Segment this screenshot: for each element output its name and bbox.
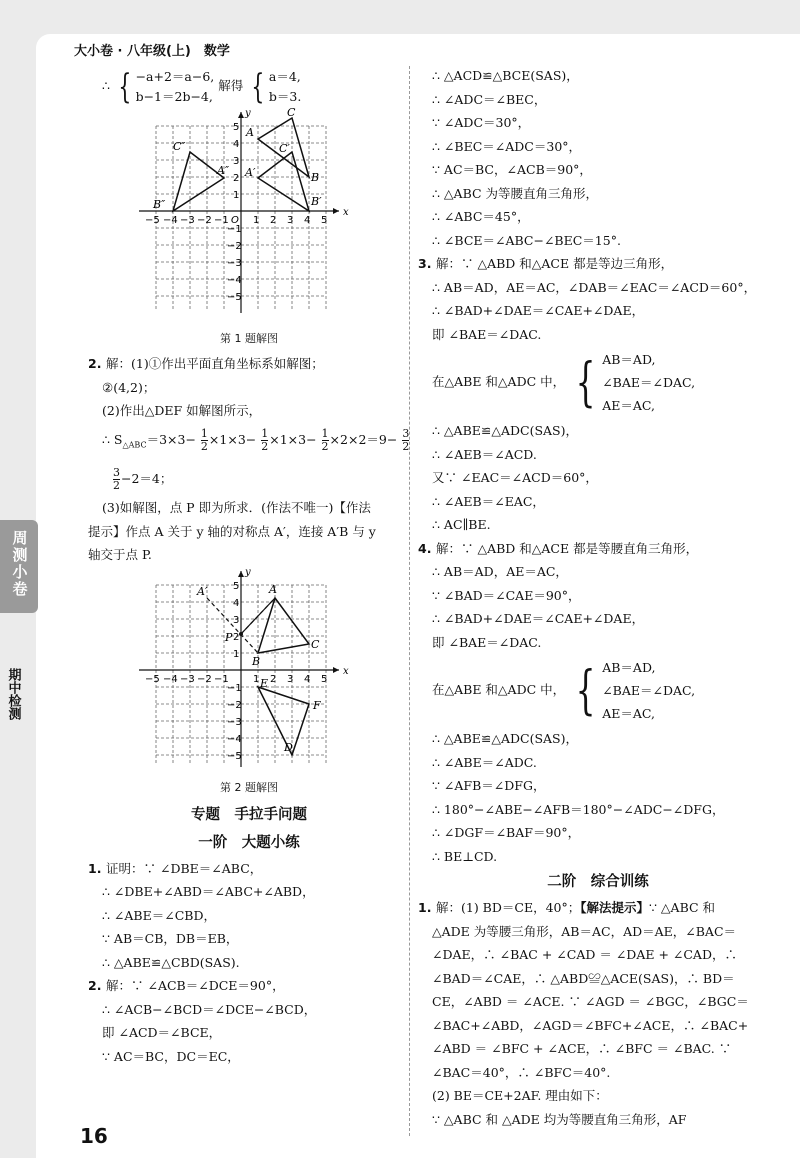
text-line: ∴ △ABE≌△ADC(SAS)， (432, 423, 578, 438)
text-line: ∵ AB＝CB，DB＝EB， (102, 931, 239, 946)
svg-text:1: 1 (233, 190, 240, 201)
text: 解：∵ △ABD 和△ACE 都是等边三角形， (436, 256, 674, 271)
text-line: ∠BAD＝∠CAE，∴ △ABD≌△ACE(SAS)，∴ BD＝ (432, 970, 735, 986)
congruence-system (418, 348, 778, 417)
question-number: 1. (88, 860, 102, 876)
left-column (88, 64, 410, 1068)
eq-row: b＝3. (268, 88, 302, 104)
text-line: 即 ∠BAE＝∠DAC. (432, 634, 542, 650)
text-line: (2)作出△DEF 如解图所示， (102, 403, 262, 418)
svg-text:A: A (246, 126, 254, 139)
text-line: ∴ 180°−∠ABE−∠AFB＝180°−∠ADC−∠DFG， (432, 801, 725, 817)
fraction: $\frac{1}{2}$ (200, 426, 208, 453)
eq-row: ∠BAE＝∠DAC, (602, 683, 696, 698)
side-label-text: 期中检测 (5, 668, 21, 720)
area-formula-cont (88, 462, 410, 496)
side-tab-label: 周测小卷 (10, 530, 29, 598)
svg-text:D: D (284, 740, 293, 754)
side-label (2, 668, 24, 725)
text-line: ∠BAC＝40°，∴ ∠BFC＝40°. (432, 1064, 611, 1080)
q4-line (418, 537, 778, 561)
svg-text:1: 1 (233, 648, 240, 660)
text: 解：(1) BD＝CE，40°； (436, 900, 581, 915)
area-formula (88, 423, 410, 463)
svg-text:y: y (245, 566, 251, 578)
svg-text:2: 2 (270, 673, 277, 685)
svg-text:−5: −5 (227, 750, 242, 762)
svg-text:y: y (245, 108, 251, 119)
question-number: 4. (418, 540, 432, 556)
text-line: ∵ AC＝BC，∠ACB＝90°， (432, 162, 592, 177)
svg-text:B′: B′ (311, 195, 322, 208)
text-line: ∴ AC∥BE. (432, 517, 491, 532)
text: 解：∵ ∠ACB＝∠DCE＝90°， (106, 978, 285, 993)
stage-1-title: 一阶 大题小练 (198, 834, 300, 851)
q1-line (88, 857, 410, 881)
text: 在△ABE 和△ADC 中， (432, 682, 566, 697)
svg-text:E: E (260, 676, 269, 690)
right-column (418, 64, 778, 1131)
text-line: ∵ ∠AFB＝∠DFG， (432, 778, 546, 793)
text: 解：(1)①作出平面直角坐标系如解图； (106, 356, 324, 371)
text-line: ∠ABD ＝ ∠BFC + ∠ACE，∴ ∠BFC ＝ ∠BAC. ∵ (432, 1041, 732, 1056)
text: ∵ △ABC 和 (649, 900, 716, 915)
equation-system: { AB＝AD, ∠BAE＝∠DAC, AE＝AC, (569, 348, 695, 417)
figure-2 (88, 567, 410, 777)
svg-text:2: 2 (233, 173, 240, 184)
svg-text:C: C (287, 108, 296, 119)
eq-row: a＝4, (268, 68, 301, 84)
text-line: ∴ ∠ADC＝∠BEC， (432, 91, 547, 107)
svg-text:x: x (343, 665, 349, 677)
text-line: ∠BAC+∠ABD，∠AGD＝∠BFC+∠ACE，∴ ∠BAC+ (432, 1017, 749, 1033)
eq-row: b−1＝2b−4, (135, 88, 213, 104)
svg-text:A: A (269, 582, 277, 596)
congruence-system (418, 656, 778, 725)
svg-text:−3: −3 (227, 716, 242, 728)
text-line: ∴ ∠BCE＝∠ABC−∠BEC＝15°. (432, 232, 621, 248)
text-line: ∴ AB＝AD，AE＝AC，∠DAB＝∠EAC＝∠ACD＝60°， (432, 279, 757, 295)
text-line: ∴ ∠ABE＝∠CBD， (102, 907, 216, 923)
text-line: (2) BE＝CE+2AF. 理由如下： (432, 1088, 608, 1103)
therefore-text: ∴ (102, 78, 114, 93)
svg-text:4: 4 (233, 597, 240, 609)
svg-text:O: O (231, 215, 239, 226)
text-line: ∴ AB＝AD，AE＝AC， (432, 564, 568, 579)
svg-text:5: 5 (321, 215, 328, 226)
text-line: ∴ ∠BAD+∠DAE＝∠CAE+∠DAE， (432, 303, 645, 318)
figure-2-caption: 第 2 题解图 (220, 780, 278, 794)
svg-text:−2: −2 (227, 241, 242, 252)
text-line: 轴交于点 P. (88, 547, 152, 562)
text-line: ∵ ∠BAD＝∠CAE＝90°， (432, 587, 581, 603)
svg-text:−3: −3 (180, 673, 195, 685)
question-number: 2. (88, 978, 102, 993)
svg-text:1: 1 (253, 673, 260, 685)
q2b-line (88, 974, 410, 998)
q3-line (418, 252, 778, 276)
solve-text: 解得 (218, 78, 248, 93)
stage-2-title: 二阶 综合训练 (547, 874, 649, 890)
text: ×1×3− (208, 431, 257, 447)
svg-text:A′: A′ (245, 166, 256, 179)
system-line (88, 64, 410, 108)
text-line: ∵ △ABC 和 △ADE 均为等腰直角三角形，AF (432, 1111, 687, 1127)
page (36, 34, 800, 1158)
text-line: ∠DAE，∴ ∠BAC + ∠CAD ＝ ∠DAE + ∠CAD，∴ (432, 947, 737, 962)
text-line: 即 ∠ACD＝∠BCE， (102, 1025, 222, 1040)
svg-text:−3: −3 (227, 258, 242, 269)
text-line: △ADE 为等腰三角形，AB＝AC，AD＝AE，∠BAC＝ (432, 923, 737, 939)
svg-text:5: 5 (321, 673, 328, 685)
text: ×2×2＝9− (329, 431, 398, 447)
text-line: ∴ ∠BAD+∠DAE＝∠CAE+∠DAE， (432, 611, 645, 626)
svg-text:−2: −2 (227, 699, 242, 711)
topic-title: 专题 手拉手问题 (191, 806, 307, 823)
eq-row: AE＝AC, (602, 706, 655, 721)
svg-text:−1: −1 (214, 673, 229, 685)
eq-row: −a+2＝a−6, (135, 68, 215, 84)
s1-line (418, 896, 778, 920)
svg-text:4: 4 (304, 673, 311, 685)
text-line: ∴ ∠DBE+∠ABD＝∠ABC+∠ABD， (102, 884, 315, 899)
q2-line (88, 352, 410, 376)
svg-text:F: F (313, 698, 321, 712)
text-line: ∴ ∠DGF＝∠BAF＝90°， (432, 825, 581, 840)
svg-text:−4: −4 (163, 673, 178, 685)
fraction: $\frac{1}{2}$ (321, 426, 329, 453)
equation-system-2: { a＝4, b＝3. (251, 66, 302, 107)
hint-label: 【解法提示】 (580, 900, 649, 915)
svg-text:−1: −1 (227, 682, 242, 694)
text-line: 又∵ ∠EAC＝∠ACD＝60°， (432, 470, 598, 485)
svg-text:4: 4 (304, 215, 311, 226)
svg-text:−3: −3 (180, 215, 195, 226)
figure-1-graph (139, 108, 359, 328)
eq-row: ∠BAE＝∠DAC, (602, 375, 696, 390)
equation-system: { AB＝AD, ∠BAE＝∠DAC, AE＝AC, (569, 656, 695, 725)
side-tab (0, 520, 38, 613)
fraction: $\frac{3}{2}$ (113, 466, 120, 492)
figure-1 (88, 108, 410, 328)
text-line: ∴ ∠ABE＝∠ADC. (432, 754, 537, 770)
svg-text:−4: −4 (227, 275, 242, 286)
text: ∴ S (102, 431, 123, 447)
svg-text:5: 5 (233, 580, 240, 592)
svg-text:2: 2 (233, 631, 240, 643)
text-line: ∴ △ABE≌△CBD(SAS). (102, 954, 240, 970)
fraction: $\frac{1}{2}$ (261, 426, 269, 453)
text-line: ∴ ∠AEB＝∠EAC， (432, 493, 545, 509)
svg-text:B″: B″ (153, 198, 166, 211)
svg-text:−5: −5 (145, 673, 160, 685)
svg-text:−4: −4 (163, 215, 178, 226)
header-title: 大小卷 · 八年级(上) 数学 (74, 44, 230, 59)
eq-row: AE＝AC, (602, 398, 655, 413)
svg-text:−5: −5 (145, 215, 160, 226)
svg-text:5: 5 (233, 122, 240, 133)
text-line: ∵ ∠ADC＝30°， (432, 115, 531, 130)
text: ＝3×3− (146, 431, 196, 447)
fraction: $\frac{3}{2}$ (402, 426, 410, 453)
figure-1-caption: 第 1 题解图 (220, 332, 278, 345)
svg-text:x: x (343, 207, 349, 218)
svg-text:B: B (311, 171, 320, 184)
svg-text:−1: −1 (227, 224, 242, 235)
svg-text:−2: −2 (197, 215, 212, 226)
svg-text:A′: A′ (197, 584, 208, 598)
eq-row: AB＝AD, (602, 352, 656, 367)
text-line: ②(4,2)； (102, 379, 156, 395)
text: 在△ABE 和△ADC 中， (432, 374, 566, 389)
text: −2＝4； (121, 471, 173, 486)
svg-text:C″: C″ (173, 140, 186, 153)
svg-text:3: 3 (287, 215, 294, 226)
text-line: (3)如解图，点 P 即为所求．(作法不唯一)【作法 (102, 500, 371, 515)
svg-text:1: 1 (253, 215, 260, 226)
text-line: ∴ ∠ACB−∠BCD＝∠DCE−∠BCD， (102, 1001, 317, 1017)
text-line: ∴ △ACD≌△BCE(SAS)， (432, 68, 579, 83)
svg-text:C′: C′ (279, 142, 290, 155)
question-number: 1. (418, 900, 432, 915)
subscript: △ABC (122, 440, 147, 449)
svg-text:−4: −4 (227, 733, 242, 745)
text-line: ∴ △ABC 为等腰直角三角形， (432, 185, 599, 201)
svg-text:B: B (252, 654, 261, 668)
text-line: ∵ AC＝BC，DC＝EC， (102, 1048, 240, 1064)
text-line: 提示】作点 A 关于 y 轴的对称点 A′，连接 A′B 与 y (88, 523, 376, 539)
svg-text:3: 3 (233, 156, 240, 167)
svg-text:−2: −2 (197, 673, 212, 685)
text-line: CE，∠ABD ＝ ∠ACE. ∵ ∠AGD ＝ ∠BGC，∠BGC＝ (432, 994, 749, 1009)
text-line: 即 ∠BAE＝∠DAC. (432, 326, 542, 342)
text-line: ∴ BE⊥CD. (432, 848, 498, 864)
text: ×1×3− (269, 431, 317, 447)
figure-2-graph (139, 567, 359, 777)
text-line: ∴ △ABE≌△ADC(SAS)， (432, 731, 578, 746)
page-number: 16 (80, 1124, 108, 1148)
svg-text:−1: −1 (214, 215, 229, 226)
question-number: 2. (88, 356, 102, 371)
svg-text:C: C (311, 637, 320, 651)
text: 证明：∵ ∠DBE＝∠ABC， (106, 860, 263, 876)
svg-text:P: P (225, 630, 233, 644)
text-line: ∴ ∠BEC＝∠ADC＝30°， (432, 138, 582, 154)
svg-text:−5: −5 (227, 292, 242, 303)
question-number: 3. (418, 256, 432, 271)
svg-text:3: 3 (287, 673, 294, 685)
text: 解：∵ △ABD 和△ACE 都是等腰直角三角形， (436, 540, 699, 556)
text-line: ∴ ∠ABC＝45°， (432, 209, 530, 224)
svg-text:3: 3 (233, 614, 240, 626)
svg-text:A″: A″ (217, 164, 230, 177)
equation-system-1: { −a+2＝a−6, b−1＝2b−4, (118, 66, 215, 107)
svg-text:4: 4 (233, 139, 240, 150)
eq-row: AB＝AD, (602, 660, 656, 675)
text-line: ∴ ∠AEB＝∠ACD. (432, 446, 537, 462)
svg-text:2: 2 (270, 215, 277, 226)
